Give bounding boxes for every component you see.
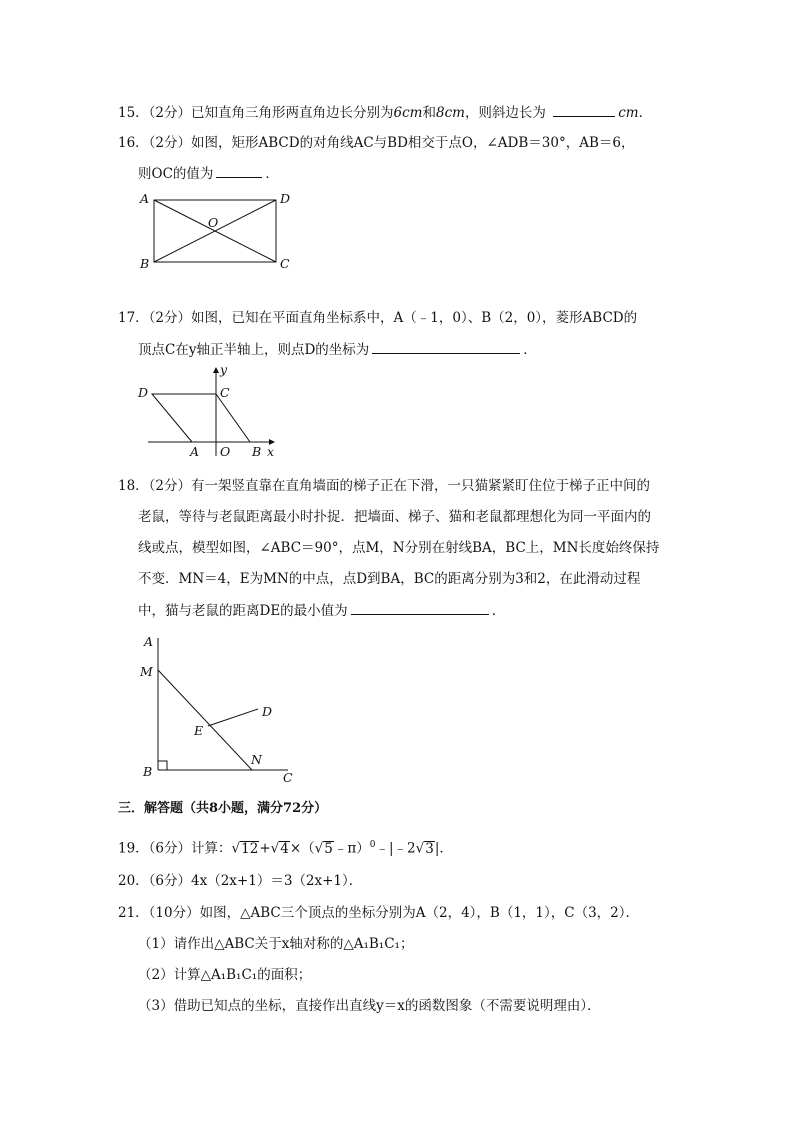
q15-leg-a: 6cm	[393, 105, 423, 121]
question-16-line1: 16．（2分）如图，矩形ABCD的对角线AC与BD相交于点O，∠ADB＝30°，AB＝6，	[118, 135, 635, 151]
answer-blank[interactable]	[351, 601, 489, 615]
q15-end: ．	[638, 105, 653, 121]
question-21-part2: （2）计算△A₁B₁C₁的面积；	[138, 967, 312, 983]
answer-blank[interactable]	[216, 164, 262, 178]
q19-exponent: 0	[369, 840, 376, 850]
q19-abs: ﹣|﹣2	[375, 840, 416, 857]
sqrt-12: 12	[241, 840, 259, 857]
question-21-part1: （1）请作出△ABC关于x轴对称的△A₁B₁C₁；	[138, 936, 414, 952]
label-b: B	[143, 764, 153, 779]
q15-leg-b: 8cm	[435, 105, 465, 121]
question-21-part3: （3）借助已知点的坐标，直接作出直线y＝x的函数图象（不需要说明理由）．	[138, 998, 601, 1014]
rhombus-figure	[134, 362, 284, 462]
ladder-figure	[138, 630, 298, 790]
right-angle-mark	[158, 761, 167, 770]
label-d: D	[138, 385, 149, 400]
q17-end: ．	[523, 342, 537, 358]
q18-text: 中，猫与老鼠的距离DE的最小值为	[138, 603, 348, 619]
question-18-line4: 不变．MN＝4，E为MN的中点，点D到BA，BC的距离分别为3和2，在此滑动过程	[138, 571, 641, 587]
label-a: A	[190, 444, 200, 459]
q19-prefix: 19．（6分）计算：	[118, 840, 232, 857]
label-c: C	[280, 256, 290, 271]
question-18-line3: 线或点，模型如图，∠ABC＝90°，点M，N分别在射线BA，BC上，MN长度始终保持	[138, 540, 660, 556]
section-heading: 三．解答题（共8小题，满分72分）	[118, 801, 328, 816]
question-17-line2	[138, 340, 537, 359]
segment-de	[208, 709, 258, 726]
label-y: y	[220, 362, 228, 377]
answer-blank[interactable]	[372, 340, 520, 354]
rhombus-abcd	[152, 394, 250, 442]
label-d: D	[262, 704, 273, 719]
answer-blank[interactable]	[553, 103, 615, 117]
question-18-line2: 老鼠，等待与老鼠距离最小时扑捉．把墙面、梯子、猫和老鼠都理想化为同一平面内的	[138, 509, 651, 525]
question-21-line1: 21．（10分）如图，△ABC三个顶点的坐标分别为A（2，4），B（1，1），C（3，2）．	[118, 905, 640, 921]
question-19: 19．（6分）计算：√12+√4×（√5﹣π）$^0$﹣|﹣2√3|．	[118, 840, 453, 857]
question-18-line5	[138, 601, 505, 620]
label-o: O	[208, 215, 219, 230]
q15-and: 和	[422, 105, 436, 121]
q15-text: 15．（2分）已知直角三角形两直角边长分别为	[118, 105, 394, 121]
q18-end: ．	[491, 603, 506, 619]
question-17-line1: 17．（2分）如图，已知在平面直角坐标系中，A（﹣1，0）、B（2，0），菱形ABCD的	[118, 310, 638, 326]
label-a: A	[144, 634, 154, 649]
label-a: A	[140, 191, 150, 206]
label-b: B	[140, 256, 150, 271]
label-c: C	[220, 385, 230, 400]
q15-unit: cm	[618, 105, 639, 121]
label-m: M	[140, 664, 153, 679]
q19-plus: +	[259, 840, 271, 857]
sqrt-4: 4	[280, 840, 289, 857]
q17-text: 顶点C在y轴正半轴上，则点D的坐标为	[138, 342, 370, 358]
q16-end: ．	[265, 166, 279, 182]
question-18-line1: 18．（2分）有一架竖直靠在直角墙面的梯子正在下滑，一只猫紧紧盯住位于梯子正中间的	[118, 478, 651, 494]
q19-minus-pi: ﹣π）	[333, 840, 370, 857]
ladder-mn	[158, 670, 252, 770]
q19-tail: |．	[434, 840, 453, 857]
question-16-line2	[138, 164, 279, 183]
sqrt-5: 5	[324, 840, 333, 857]
label-e: E	[194, 723, 204, 738]
label-c: C	[283, 770, 293, 785]
rectangle-figure	[130, 188, 300, 278]
question-15	[118, 103, 652, 122]
q16-text: 则OC的值为	[138, 166, 214, 182]
q19-times: ×（	[289, 840, 315, 857]
label-d: D	[280, 191, 291, 206]
label-x: x	[267, 444, 275, 459]
label-n: N	[251, 752, 262, 767]
label-b: B	[252, 444, 262, 459]
sqrt-3: 3	[425, 840, 434, 857]
question-20: 20．（6分）4x（2x+1）＝3（2x+1）．	[118, 873, 363, 889]
label-o: O	[220, 444, 231, 459]
q15-tail: ，则斜边长为	[464, 105, 546, 121]
